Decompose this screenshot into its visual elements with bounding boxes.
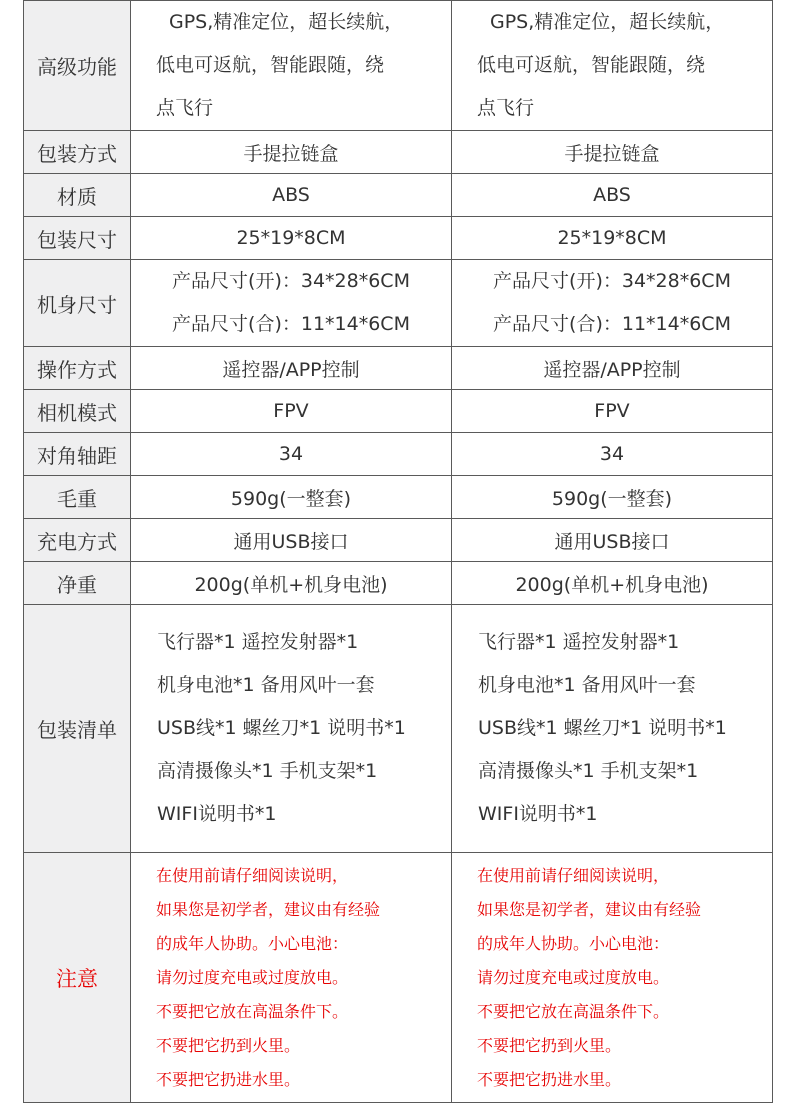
left-value: 200g(单机+机身电池) [131,562,452,605]
left-value: FPV [131,390,452,433]
left-value [131,1,452,131]
spec-table [23,0,773,1103]
notice-line: 不要把它放在高温条件下。 [156,1001,349,1021]
value-line: USB线*1 螺丝刀*1 说明书*1 [478,717,727,739]
value-line: 低电可返航，智能跟随，绕 [156,54,385,76]
value-line: GPS,精准定位，超长续航， [169,11,404,33]
value-line: WIFI说明书*1 [157,803,277,825]
notice-line: 如果您是初学者，建议由有经验 [156,899,381,919]
row-label: 操作方式 [24,347,131,390]
value-line: 低电可返航，智能跟随，绕 [477,54,706,76]
left-value: 25*19*8CM [131,217,452,260]
spec-row-charging [24,519,773,562]
spec-row-package-size [24,217,773,260]
value-line: 机身电池*1 备用风叶一套 [157,674,375,696]
notice-line: 不要把它扔到火里。 [156,1035,301,1055]
left-value: 通用USB接口 [131,519,452,562]
value-line: 产品尺寸(合)：11*14*6CM [172,313,410,335]
left-value: 590g(一整套) [131,476,452,519]
row-label: 净重 [24,562,131,605]
right-value: 通用USB接口 [452,519,773,562]
left-value: ABS [131,174,452,217]
row-label: 材质 [24,174,131,217]
right-value: 200g(单机+机身电池) [452,562,773,605]
row-label: 包装清单 [24,605,131,853]
right-value: ABS [452,174,773,217]
spec-row-notice [24,853,773,1103]
value-line: 产品尺寸(开)：34*28*6CM [172,270,410,292]
row-label: 注意 [24,853,131,1103]
spec-row-package-list [24,605,773,853]
spec-row-material [24,174,773,217]
spec-row-camera-mode [24,390,773,433]
left-value: 手提拉链盒 [131,131,452,174]
spec-row-advanced-features [24,1,773,131]
row-label: 包装尺寸 [24,217,131,260]
right-value [452,853,773,1103]
right-value: 25*19*8CM [452,217,773,260]
left-value [131,853,452,1103]
row-label: 相机模式 [24,390,131,433]
notice-line: 请勿过度充电或过度放电。 [156,967,349,987]
value-line: USB线*1 螺丝刀*1 说明书*1 [157,717,406,739]
notice-line: 在使用前请仔细阅读说明， [156,865,349,885]
right-value [452,1,773,131]
spec-row-gross-weight [24,476,773,519]
value-line: 高清摄像头*1 手机支架*1 [478,760,699,782]
value-line: 机身电池*1 备用风叶一套 [478,674,696,696]
row-label: 包装方式 [24,131,131,174]
value-line: WIFI说明书*1 [478,803,598,825]
notice-line: 不要把它扔到火里。 [477,1035,622,1055]
notice-line: 的成年人协助。小心电池： [477,933,670,953]
notice-line: 不要把它扔进水里。 [477,1069,622,1089]
right-value: 手提拉链盒 [452,131,773,174]
row-label: 毛重 [24,476,131,519]
notice-line: 请勿过度充电或过度放电。 [477,967,670,987]
spec-row-net-weight [24,562,773,605]
notice-line: 在使用前请仔细阅读说明， [477,865,670,885]
notice-line: 不要把它放在高温条件下。 [477,1001,670,1021]
row-label: 高级功能 [24,1,131,131]
right-value: 34 [452,433,773,476]
left-value: 34 [131,433,452,476]
row-label: 对角轴距 [24,433,131,476]
value-line: 飞行器*1 遥控发射器*1 [478,631,680,653]
notice-line: 如果您是初学者，建议由有经验 [477,899,702,919]
row-label: 充电方式 [24,519,131,562]
notice-line: 不要把它扔进水里。 [156,1069,301,1089]
value-line: 点飞行 [477,97,535,119]
left-value [131,605,452,853]
left-value [131,260,452,347]
row-label: 机身尺寸 [24,260,131,347]
value-line: 产品尺寸(开)：34*28*6CM [493,270,731,292]
value-line: 飞行器*1 遥控发射器*1 [157,631,359,653]
left-value: 遥控器/APP控制 [131,347,452,390]
notice-line: 的成年人协助。小心电池： [156,933,349,953]
value-line: GPS,精准定位，超长续航， [490,11,725,33]
spec-row-operation [24,347,773,390]
spec-row-wheelbase [24,433,773,476]
value-line: 点飞行 [156,97,214,119]
value-line: 高清摄像头*1 手机支架*1 [157,760,378,782]
spec-row-packaging [24,131,773,174]
value-line: 产品尺寸(合)：11*14*6CM [493,313,731,335]
right-value: 遥控器/APP控制 [452,347,773,390]
right-value [452,260,773,347]
right-value: FPV [452,390,773,433]
right-value: 590g(一整套) [452,476,773,519]
right-value [452,605,773,853]
spec-row-body-size [24,260,773,347]
